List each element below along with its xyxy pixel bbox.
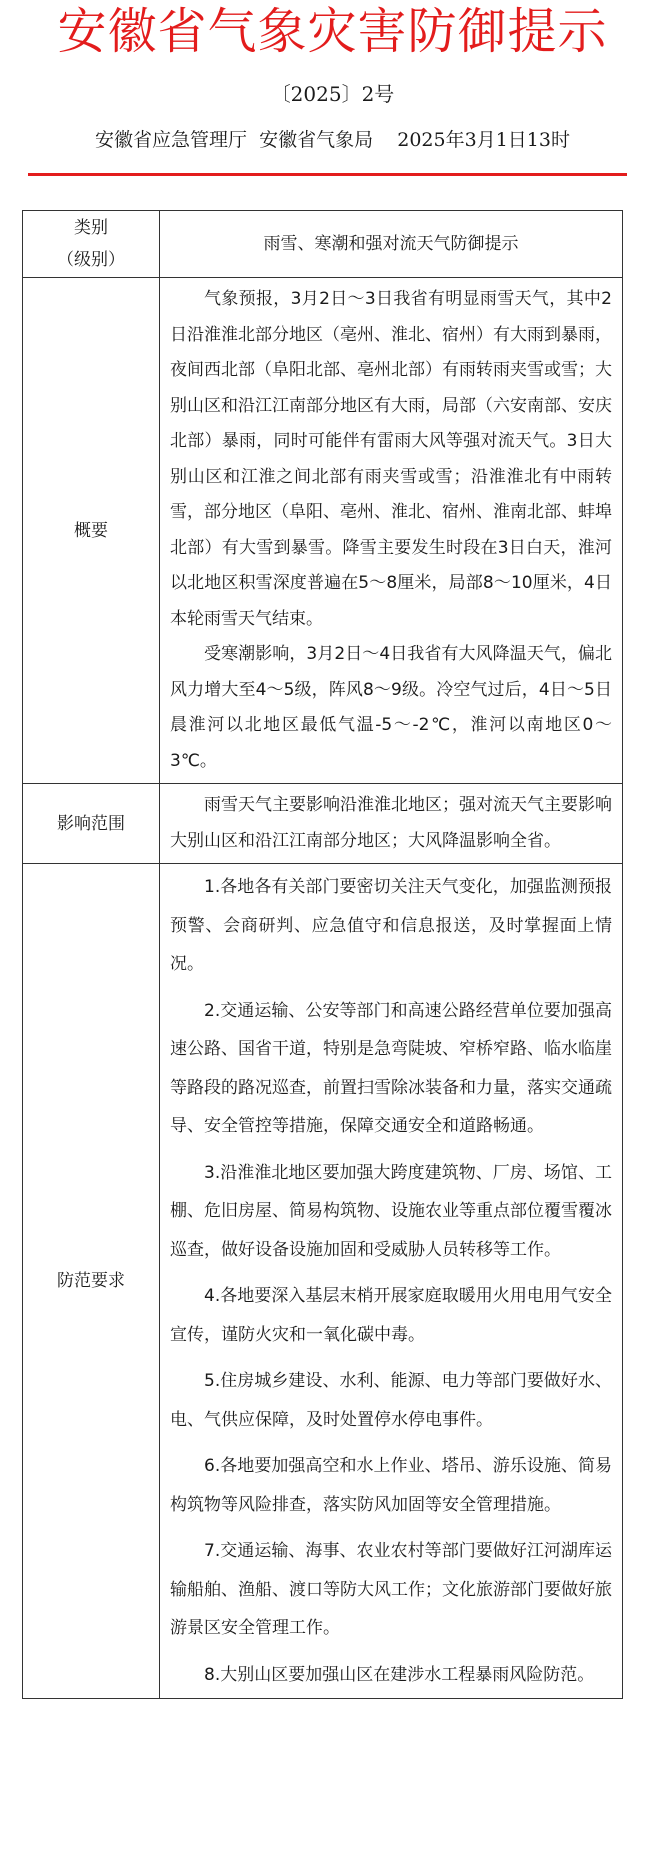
requirement-item: 2.交通运输、公安等部门和高速公路经营单位要加强高速公路、国省干道，特别是急弯陡坡、窄桥窄路、临水临崖等路段的路况巡查，前置扫雪除冰装备和力量，落实交通疏导、安全管控等措施，保障交通安全和道路畅通。 xyxy=(170,1000,612,1136)
requirement-item: 7.交通运输、海事、农业农村等部门要做好江河湖库运输船舶、渔船、渡口等防大风工作；文化旅游部门要做好旅游景区安全管理工作。 xyxy=(170,1541,612,1638)
overview-row xyxy=(23,278,623,784)
overview-paragraph: 受寒潮影响，3月2日～4日我省有大风降温天气，偏北风力增大至4～5级，阵风8～9级。冷空气过后，4日～5日晨淮河以北地区最低气温-5～-2℃，淮河以南地区0～3℃。 xyxy=(170,644,612,771)
notice-title: 安徽省气象灾害防御提示 xyxy=(57,3,608,60)
level-label: （级别） xyxy=(57,250,125,270)
requirement-item: 8.大别山区要加强山区在建涉水工程暴雨风险防范。 xyxy=(204,1664,595,1685)
category-header-cell xyxy=(23,211,160,278)
requirement-item: 1.各地各有关部门要密切关注天气变化，加强监测预报预警、会商研判、应急值守和信息报送，及时掌握面上情况。 xyxy=(170,877,612,974)
requirements-label: 防范要求 xyxy=(23,864,160,1699)
scope-cell xyxy=(160,784,623,864)
requirement-item: 5.住房城乡建设、水利、能源、电力等部门要做好水、电、气供应保障，及时处置停水停电事件。 xyxy=(170,1371,612,1430)
overview-cell xyxy=(160,278,623,784)
scope-text: 雨雪天气主要影响沿淮淮北地区；强对流天气主要影响大别山区和沿江江南部分地区；大风降温影响全省。 xyxy=(170,795,612,851)
requirements-cell xyxy=(160,864,623,1699)
requirement-item: 3.沿淮淮北地区要加强大跨度建筑物、厂房、场馆、工棚、危旧房屋、简易构筑物、设施农业等重点部位覆雪覆冰巡查，做好设备设施加固和受威胁人员转移等工作。 xyxy=(170,1162,612,1260)
red-divider xyxy=(28,173,627,176)
scope-row xyxy=(23,784,623,864)
content-header-cell: 雨雪、寒潮和强对流天气防御提示 xyxy=(160,211,623,278)
category-label: 类别 xyxy=(74,218,108,238)
overview-label: 概要 xyxy=(23,278,160,784)
requirement-item: 6.各地要加强高空和水上作业、塔吊、游乐设施、简易构筑物等风险排查，落实防风加固等安全管理措施。 xyxy=(170,1456,612,1515)
document-number: 〔2025〕2号 xyxy=(270,82,395,106)
overview-paragraph: 气象预报，3月2日～3日我省有明显雨雪天气，其中2日沿淮淮北部分地区（亳州、淮北、宿州）有大雨到暴雨，夜间西北部（阜阳北部、亳州北部）有雨转雨夹雪或雪；大别山区和沿江江南部分地区有大雨，局部（六安南部、安庆北部）暴雨，同时可能伴有雷雨大风等强对流天气。3日大别山区和江淮之间北部有雨夹雪或雪；沿淮淮北有中雨转雪，部分地区（阜阳、亳州、淮北、宿州、淮南北部、蚌埠北部）有大雪到暴雪。降雪主要发生时段在3日白天，淮河以北地区积雪深度普遍在5～8厘米，局部8～10厘米，4日本轮雨雪天气结束。 xyxy=(170,289,612,629)
requirement-item: 4.各地要深入基层末梢开展家庭取暖用火用电用气安全宣传，谨防火灾和一氧化碳中毒。 xyxy=(170,1286,612,1345)
table-header-row xyxy=(23,211,623,278)
notice-table xyxy=(22,210,623,1699)
requirements-row xyxy=(23,864,623,1699)
scope-label: 影响范围 xyxy=(23,784,160,864)
issuer-line: 安徽省应急管理厅 安徽省气象局 2025年3月1日13时 xyxy=(95,129,570,151)
